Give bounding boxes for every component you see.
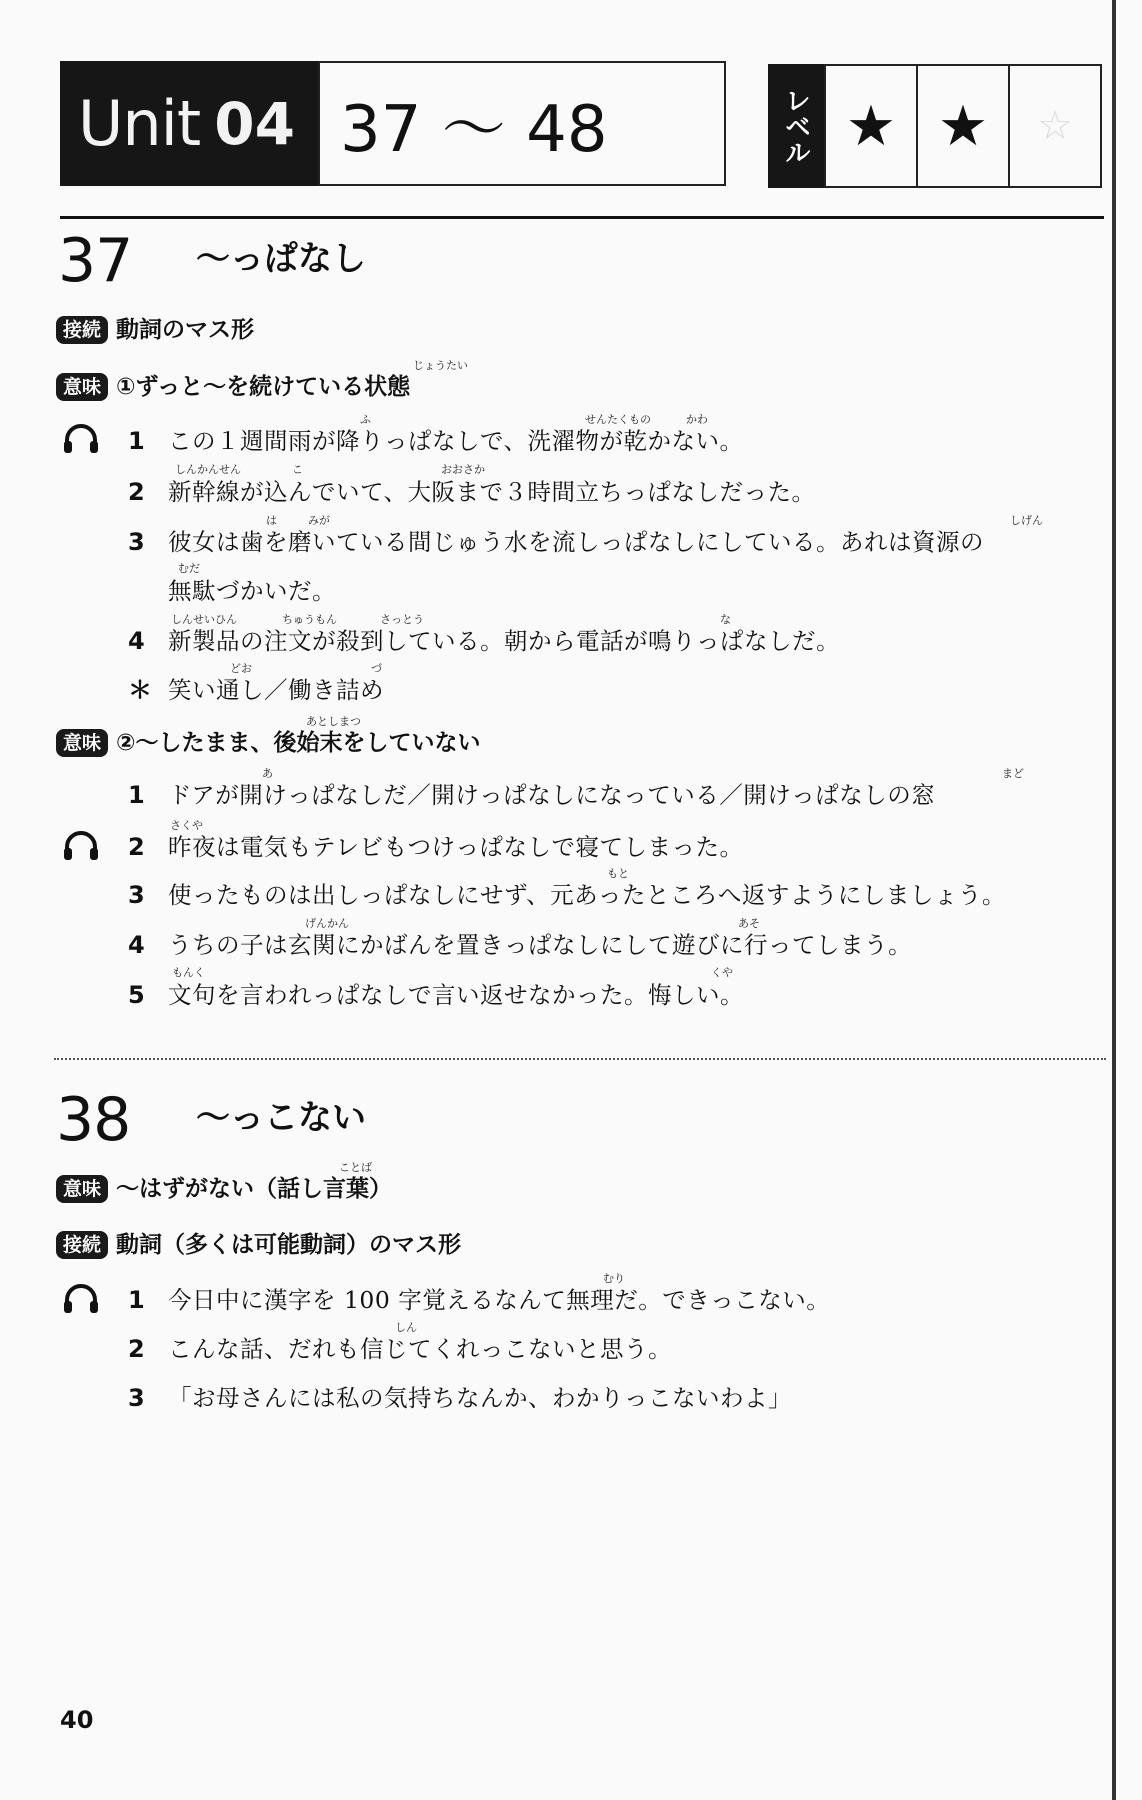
ruby: くや [711,966,733,979]
example-row [128,1383,792,1413]
headphone-icon[interactable] [63,424,99,454]
meaning-text: 〜はずがない（話し言葉） [116,1176,393,1202]
ruby: もと [607,867,629,880]
example-continuation: 無駄づかいだ。 [168,577,336,605]
connection-tag: 接続 [56,316,108,344]
ruby: さっとう [380,613,424,626]
ruby: ふ [360,413,371,426]
ruby: あ [262,767,273,780]
ruby: ことば [339,1161,372,1174]
ruby: みが [308,514,330,527]
ruby: ちゅうもん [282,613,337,626]
example-row [128,527,984,557]
example-number: 2 [128,478,145,506]
header-rule [60,216,1104,219]
page-edge [1112,0,1116,1800]
star-icon: ★ [826,66,918,186]
ruby: もんく [172,966,205,979]
example-text: 「お母さんには私の気持ちなんか、わかりっこないわよ」 [168,1384,792,1412]
connection-text: 動詞のマス形 [116,317,255,343]
ruby: むり [603,1272,625,1285]
example-number: 1 [128,427,145,455]
connection-text: 動詞（多くは可能動詞）のマス形 [116,1232,462,1258]
star-icon: ★ [918,66,1010,186]
ruby: あそ [738,917,760,930]
example-number: 3 [128,881,145,909]
section-title: 〜っこない [196,1098,366,1138]
ruby: さくや [170,819,203,832]
example-number: 1 [128,781,145,809]
example-number: 4 [128,931,145,959]
ruby: おおさか [441,463,485,476]
ruby: づ [371,662,382,675]
example-row [128,675,384,705]
connection-row [56,1230,461,1260]
unit-number: 04 [214,89,295,158]
section-number: 38 [56,1085,131,1155]
section-title: 〜っぱなし [196,239,366,279]
meaning-text: ②〜したまま、後始末をしていない [116,730,481,756]
meaning-tag: 意味 [56,1175,108,1203]
example-number: 3 [128,528,145,556]
example-number: 4 [128,627,145,655]
ruby: あとしまつ [306,715,361,728]
example-number: ＊ [128,676,152,704]
headphone-icon[interactable] [63,1284,99,1314]
example-text: こんな話、だれも信じてくれっこないと思う。 [168,1335,672,1363]
ruby: じょうたい [413,359,468,372]
level-tab [768,64,824,188]
example-row [128,780,935,810]
example-row [128,1334,672,1364]
ruby: げんかん [305,917,349,930]
example-text: 昨夜は電気もテレビもつけっぱなしで寝てしまった。 [168,833,744,861]
ruby: は [266,514,277,527]
example-number: 2 [128,833,145,861]
example-text: ドアが開けっぱなしだ／開けっぱなしになっている／開けっぱなしの窓 [168,781,936,809]
ruby: しん [395,1321,417,1334]
example-text: 文句を言われっぱなしで言い返せなかった。悔しい。 [168,981,744,1009]
example-row [128,426,744,456]
connection-tag: 接続 [56,1231,108,1259]
meaning-row [56,372,410,402]
ruby: しんせいひん [171,613,237,626]
unit-label [60,61,319,186]
example-text: 新製品の注文が殺到している。朝から電話が鳴りっぱなしだ。 [168,627,840,655]
example-row [128,1285,830,1315]
ruby: かわ [686,413,708,426]
section-divider [54,1058,1106,1060]
meaning-text: ①ずっと〜を続けている状態 [116,374,411,400]
level-label: レベル [780,87,811,165]
empty-star-icon: ☆ [1037,103,1073,149]
headphone-icon[interactable] [63,831,99,861]
meaning-tag: 意味 [56,729,108,757]
example-text: 彼女は歯を磨いている間じゅう水を流しっぱなしにしている。あれは資源の [168,528,984,556]
example-row [128,930,912,960]
ruby: こ [292,463,303,476]
ruby: しんかんせん [175,463,241,476]
example-row [128,832,744,862]
example-number: 2 [128,1335,145,1363]
page-number: 40 [60,1706,94,1734]
example-row [128,626,840,656]
example-number: 3 [128,1384,145,1412]
example-text: この１週間雨が降りっぱなしで、洗濯物が乾かない。 [168,427,744,455]
meaning-tag: 意味 [56,373,108,401]
example-row [128,477,816,507]
example-number: 1 [128,1286,145,1314]
ruby: むだ [178,562,200,575]
example-text: 使ったものは出しっぱなしにせず、元あったところへ返すようにしましょう。 [168,881,1006,909]
example-row [128,980,744,1010]
section-number: 37 [58,226,133,296]
example-text: 新幹線が込んでいて、大阪まで３時間立ちっぱなしだった。 [168,478,816,506]
ruby: どお [230,662,252,675]
ruby: しげん [1010,514,1043,527]
connection-row [56,315,254,345]
unit-word: Unit [78,87,201,160]
meaning-row [56,1174,392,1204]
ruby: な [720,613,731,626]
ruby: せんたくもの [585,413,651,426]
example-text: 笑い通し／働き詰め [168,676,384,704]
example-number: 5 [128,981,145,1009]
ruby: まど [1002,767,1024,780]
example-text: 今日中に漢字を 100 字覚えるなんて無理だ。できっこない。 [168,1286,831,1314]
example-text: うちの子は玄関にかばんを置きっぱなしにして遊びに行ってしまう。 [168,931,912,959]
meaning-row [56,728,481,758]
example-row [128,880,1006,910]
unit-range: 37 〜 48 [318,61,726,186]
level-stars [824,64,1102,188]
